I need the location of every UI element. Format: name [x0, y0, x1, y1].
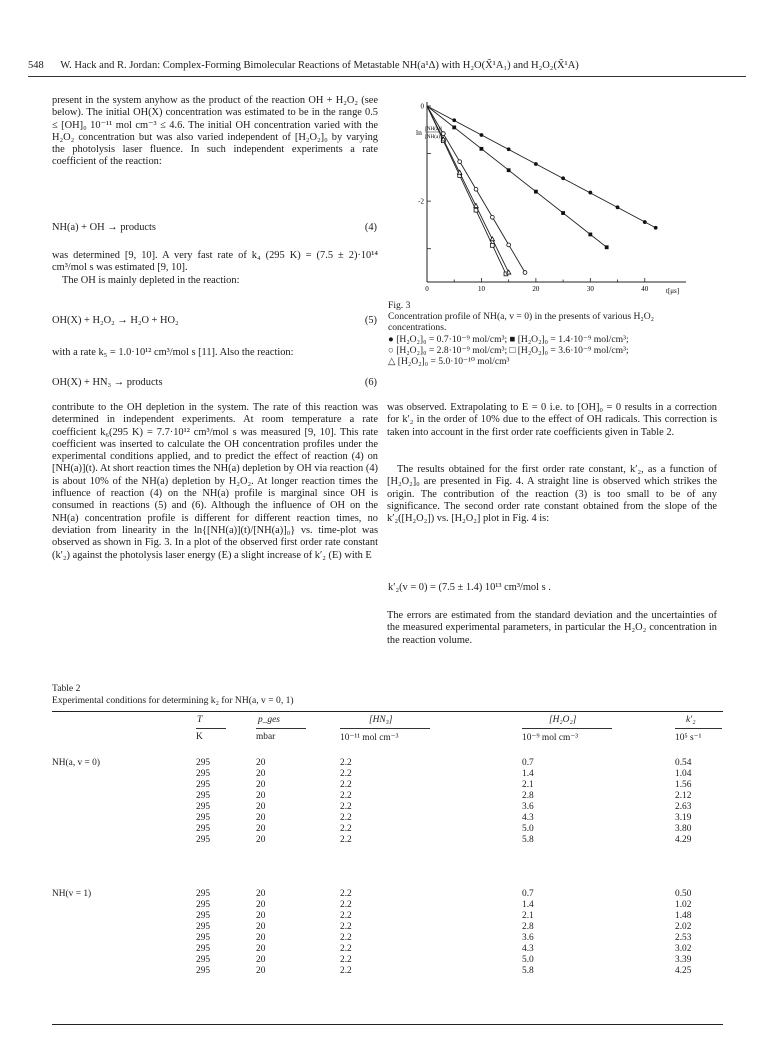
- table-top-rule: [52, 711, 723, 712]
- table-cell: 1.4: [522, 769, 534, 779]
- x-tick-label: 40: [641, 285, 649, 293]
- data-point-4-4: [490, 237, 494, 241]
- table-cell: 20: [256, 780, 266, 790]
- equation-4: NH(a) + OH → products (4): [52, 222, 377, 233]
- table-cell: 295: [196, 889, 211, 899]
- table-header-3: [H₂O₂]: [549, 715, 577, 725]
- table-cell: 3.39: [675, 955, 692, 965]
- table-cell: 2.2: [340, 889, 352, 899]
- table-cell: 2.2: [340, 911, 352, 921]
- table-cell: 295: [196, 802, 211, 812]
- table-group-label: NH(v = 1): [52, 889, 92, 899]
- table-cell: 2.2: [340, 813, 352, 823]
- table-cell: 2.2: [340, 758, 352, 768]
- figure-caption-line-2: concentrations.: [388, 322, 447, 334]
- table-cell: 20: [256, 955, 266, 965]
- table-cell: 4.29: [675, 835, 692, 845]
- table-cell: 2.02: [675, 922, 692, 932]
- table-header-1: p_ges: [258, 715, 280, 725]
- data-point-0-3: [507, 147, 511, 151]
- table-cell: 20: [256, 922, 266, 932]
- table-cell: 295: [196, 791, 211, 801]
- table-cell: 2.2: [340, 824, 352, 834]
- x-axis-label: t[μs]: [666, 287, 680, 295]
- chart-marks: [427, 106, 658, 276]
- table-cell: 295: [196, 966, 211, 976]
- table-cell: 295: [196, 900, 211, 910]
- table-cell: 2.63: [675, 802, 692, 812]
- table-cell: 4.3: [522, 813, 534, 823]
- data-point-2-2: [458, 160, 462, 164]
- table-cell: 5.0: [522, 955, 534, 965]
- equation-6: OH(X) + HN₃ → products (6): [52, 377, 377, 388]
- table-cell: 3.80: [675, 824, 692, 834]
- table-cell: 295: [196, 769, 211, 779]
- table-cell: 2.8: [522, 922, 534, 932]
- y-axis-label-numerator: [NH(a)]: [425, 126, 442, 132]
- running-title: W. Hack and R. Jordan: Complex-Forming Bimolecular Reactions of Metastable NH(a¹Δ) with H₂O(X̃¹A₁) and H₂O₂(X̃¹A): [60, 60, 579, 71]
- table-cell: 4.3: [522, 944, 534, 954]
- column-rule: [522, 728, 612, 729]
- table-cell: 295: [196, 955, 211, 965]
- data-point-1-7: [605, 245, 609, 249]
- table-cell: 295: [196, 758, 211, 768]
- table-cell: 3.6: [522, 933, 534, 943]
- left-para-1: present in the system anyhow as the product of the reaction OH + H₂O₂ (see below). The initial OH(X) concentration was estimated to be in the range 0.5 ≤ [OH]₀ 10⁻¹¹ mol cm⁻³ ≤ 4.6. The initial OH concentration varied with the H₂O₂ concentration but was also varied independent of [H₂O₂]₀ by varying the photolysis laser fluence. In such independent experiments a rate coefficient of the reaction:: [52, 95, 378, 168]
- table-cell: 0.7: [522, 758, 534, 768]
- table-cell: 2.12: [675, 791, 692, 801]
- y-axis-label-prefix: ln: [416, 128, 422, 137]
- data-point-2-3: [474, 187, 478, 191]
- data-point-0-7: [616, 205, 620, 209]
- table-unit-0: K: [196, 732, 203, 742]
- data-point-3-4: [490, 243, 494, 247]
- page-number: 548: [28, 60, 44, 71]
- table-cell: 2.8: [522, 791, 534, 801]
- table-title: Table 2: [52, 683, 81, 694]
- table-cell: 20: [256, 889, 266, 899]
- x-tick-label: 0: [425, 285, 429, 293]
- table-cell: 1.04: [675, 769, 692, 779]
- table-cell: 20: [256, 791, 266, 801]
- table-cell: 295: [196, 780, 211, 790]
- left-para-5: contribute to the OH depletion in the system. The rate of this reaction was determined in independent experiments. At room temperature a rate coefficient k₆(295 K) = 7.7·10¹² cm³/mol s was measured [9, 10]. This rate coefficient was inserted to calculate the OH concentration profiles under the experimental conditions applied, and to predict the effect of reaction (4) on [NH(a)](t). At short reaction times the NH(a) depletion by OH via reaction (4) is about 10% of the NH(a) depletion by H₂O₂. At longer reaction times the influence of reaction (4) on the NH(a) profile is marginal since OH is consumed in reactions (5) and (6). Although the influence of OH on the NH(a) concentration profile is different for different reaction times, no deviation from linearity in the ln{[NH(a)](t)/[NH(a)]₀} vs. time-plot was observed as shown in Fig. 3. In a plot of the observed first order rate constant (k′₂) against the photolysis laser energy (E) a slight increase of k′₂ (E) with E: [52, 402, 378, 561]
- y-axis-label-denominator: [NH(a)]₀: [425, 134, 444, 140]
- x-tick-label: 10: [477, 285, 485, 293]
- table-cell: 0.54: [675, 758, 692, 768]
- table-cell: 2.2: [340, 922, 352, 932]
- table-cell: 20: [256, 802, 266, 812]
- table-header-4: k′₂: [686, 715, 696, 725]
- table-cell: 5.0: [522, 824, 534, 834]
- table-cell: 295: [196, 824, 211, 834]
- table-cell: 20: [256, 911, 266, 921]
- figure-caption-line-4: ○ [H₂O₂]₀ = 2.8·10⁻⁹ mol/cm³; □ [H₂O₂]₀ = 3.6·10⁻⁹ mol/cm³;: [388, 344, 629, 356]
- table-unit-1: mbar: [256, 732, 276, 742]
- column-rule: [256, 728, 306, 729]
- data-point-4-2: [457, 170, 461, 174]
- table-cell: 20: [256, 758, 266, 768]
- running-header: [28, 60, 748, 71]
- table-cell: 0.7: [522, 889, 534, 899]
- y-tick-label: -2: [418, 197, 424, 206]
- table-cell: 295: [196, 933, 211, 943]
- data-point-0-2: [480, 133, 484, 137]
- table-cell: 20: [256, 944, 266, 954]
- figure-3-chart: [410, 96, 700, 306]
- table-cell: 295: [196, 944, 211, 954]
- left-para-2: was determined [9, 10]. A very fast rate of k₄ (295 K) = (7.5 ± 2)·10¹⁴ cm³/mol s was estimated [9, 10].: [52, 250, 378, 274]
- table-bottom-rule: [52, 1024, 723, 1025]
- table-cell: 2.2: [340, 966, 352, 976]
- table-cell: 2.2: [340, 933, 352, 943]
- table-cell: 2.2: [340, 780, 352, 790]
- data-point-1-3: [507, 168, 511, 172]
- table-cell: 3.19: [675, 813, 692, 823]
- data-point-0-9: [654, 226, 658, 230]
- table-cell: 20: [256, 813, 266, 823]
- table-unit-4: 10⁵ s⁻¹: [675, 733, 702, 743]
- table-cell: 3.02: [675, 944, 692, 954]
- figure-caption-line-3: ● [H₂O₂]₀ = 0.7·10⁻⁹ mol/cm³; ■ [H₂O₂]₀ = 1.4·10⁻⁹ mol/cm³;: [388, 333, 629, 345]
- table-cell: 2.2: [340, 802, 352, 812]
- data-point-1-4: [534, 190, 538, 194]
- table-cell: 2.1: [522, 780, 534, 790]
- table-cell: 2.2: [340, 791, 352, 801]
- table-cell: 20: [256, 933, 266, 943]
- table-cell: 1.4: [522, 900, 534, 910]
- table-unit-2: 10⁻¹¹ mol cm⁻³: [340, 733, 399, 743]
- data-point-1-2: [480, 147, 484, 151]
- left-para-3: The OH is mainly depleted in the reaction:: [62, 275, 240, 286]
- table-cell: 2.2: [340, 769, 352, 779]
- figure-caption-line-1: Concentration profile of NH(a, v = 0) in the presents of various H₂O₂: [388, 311, 655, 323]
- table-cell: 5.8: [522, 966, 534, 976]
- table-cell: 2.53: [675, 933, 692, 943]
- table-cell: 2.1: [522, 911, 534, 921]
- column-rule: [196, 728, 226, 729]
- data-point-2-6: [523, 271, 527, 275]
- table-cell: 295: [196, 813, 211, 823]
- rate-equation: k′₂(v = 0) = (7.5 ± 1.4) 10¹³ cm³/mol s .: [388, 582, 551, 593]
- data-point-2-5: [507, 243, 511, 247]
- table-cell: 2.2: [340, 835, 352, 845]
- equation-5: OH(X) + H₂O₂ → H₂O + HO₂ (5): [52, 315, 377, 326]
- data-point-4-5: [506, 270, 510, 274]
- figure-caption-title: Fig. 3: [388, 300, 411, 311]
- data-point-2-4: [490, 215, 494, 219]
- table-cell: 2.2: [340, 955, 352, 965]
- table-cell: 1.02: [675, 900, 692, 910]
- data-point-1-6: [588, 233, 592, 237]
- data-point-0-6: [588, 191, 592, 195]
- right-para-3: The errors are estimated from the standard deviation and the uncertainties of the measured experimental parameters, in particular the H₂O₂ concentration in the reaction volume.: [387, 610, 717, 646]
- table-cell: 20: [256, 835, 266, 845]
- table-cell: 1.56: [675, 780, 692, 790]
- table-header-2: [HN₃]: [369, 715, 393, 725]
- data-point-1-1: [452, 126, 456, 130]
- data-point-4-3: [474, 203, 478, 207]
- right-para-2: The results obtained for the first order rate constant, k′₂, as a function of [H₂O₂]₀ are presented in Fig. 4. A straight line is observed which strikes the origin. The contribution of the reaction (3) is too small to be of any significance. The second order rate constant obtained from the slope of the k′₂([H₂O₂]) vs. [H₂O₂] plot in Fig. 4 is:: [387, 464, 717, 525]
- figure-3-caption: [388, 300, 718, 367]
- right-para-1: was observed. Extrapolating to E = 0 i.e. to [OH]₀ = 0 results in a correction for k′₂ in the order of 10% due to the effect of OH radicals. This correction is taken into account in the first order rate coefficients given in Table 2.: [387, 402, 717, 438]
- x-tick-label: 30: [586, 285, 594, 293]
- header-rule: [28, 76, 746, 77]
- table-cell: 295: [196, 835, 211, 845]
- table-cell: 20: [256, 769, 266, 779]
- table-cell: 1.48: [675, 911, 692, 921]
- table-group-label: NH(a, v = 0): [52, 758, 100, 768]
- table-cell: 295: [196, 911, 211, 921]
- table-caption: [52, 683, 294, 707]
- data-point-0-5: [561, 176, 565, 180]
- data-point-0-1: [452, 118, 456, 122]
- table-cell: 2.2: [340, 900, 352, 910]
- data-point-0-8: [643, 220, 647, 224]
- left-para-4: with a rate k₅ = 1.0·10¹² cm³/mol s [11]. Also the reaction:: [52, 347, 294, 358]
- data-point-1-5: [561, 211, 565, 215]
- y-tick-label: 0: [420, 102, 424, 111]
- series-line-0: [427, 106, 656, 228]
- chart-labels: [416, 125, 679, 295]
- figure-caption-line-5: △ [H₂O₂]₀ = 5.0·10⁻¹⁰ mol/cm³: [388, 356, 510, 368]
- table-cell: 2.2: [340, 944, 352, 954]
- column-rule: [675, 728, 722, 729]
- column-rule: [340, 728, 430, 729]
- table-unit-3: 10⁻⁹ mol cm⁻³: [522, 733, 579, 743]
- table-header-0: T: [197, 715, 203, 725]
- table-cell: 0.50: [675, 889, 692, 899]
- table-cell: 3.6: [522, 802, 534, 812]
- table-cell: 20: [256, 966, 266, 976]
- table-cell: 295: [196, 922, 211, 932]
- table-cell: 20: [256, 900, 266, 910]
- table-cell: 4.25: [675, 966, 692, 976]
- table-cell: 20: [256, 824, 266, 834]
- x-tick-label: 20: [532, 285, 540, 293]
- table-caption-text: Experimental conditions for determining k₂ for NH(a, v = 0, 1): [52, 695, 294, 706]
- table-cell: 5.8: [522, 835, 534, 845]
- data-point-0-4: [534, 162, 538, 166]
